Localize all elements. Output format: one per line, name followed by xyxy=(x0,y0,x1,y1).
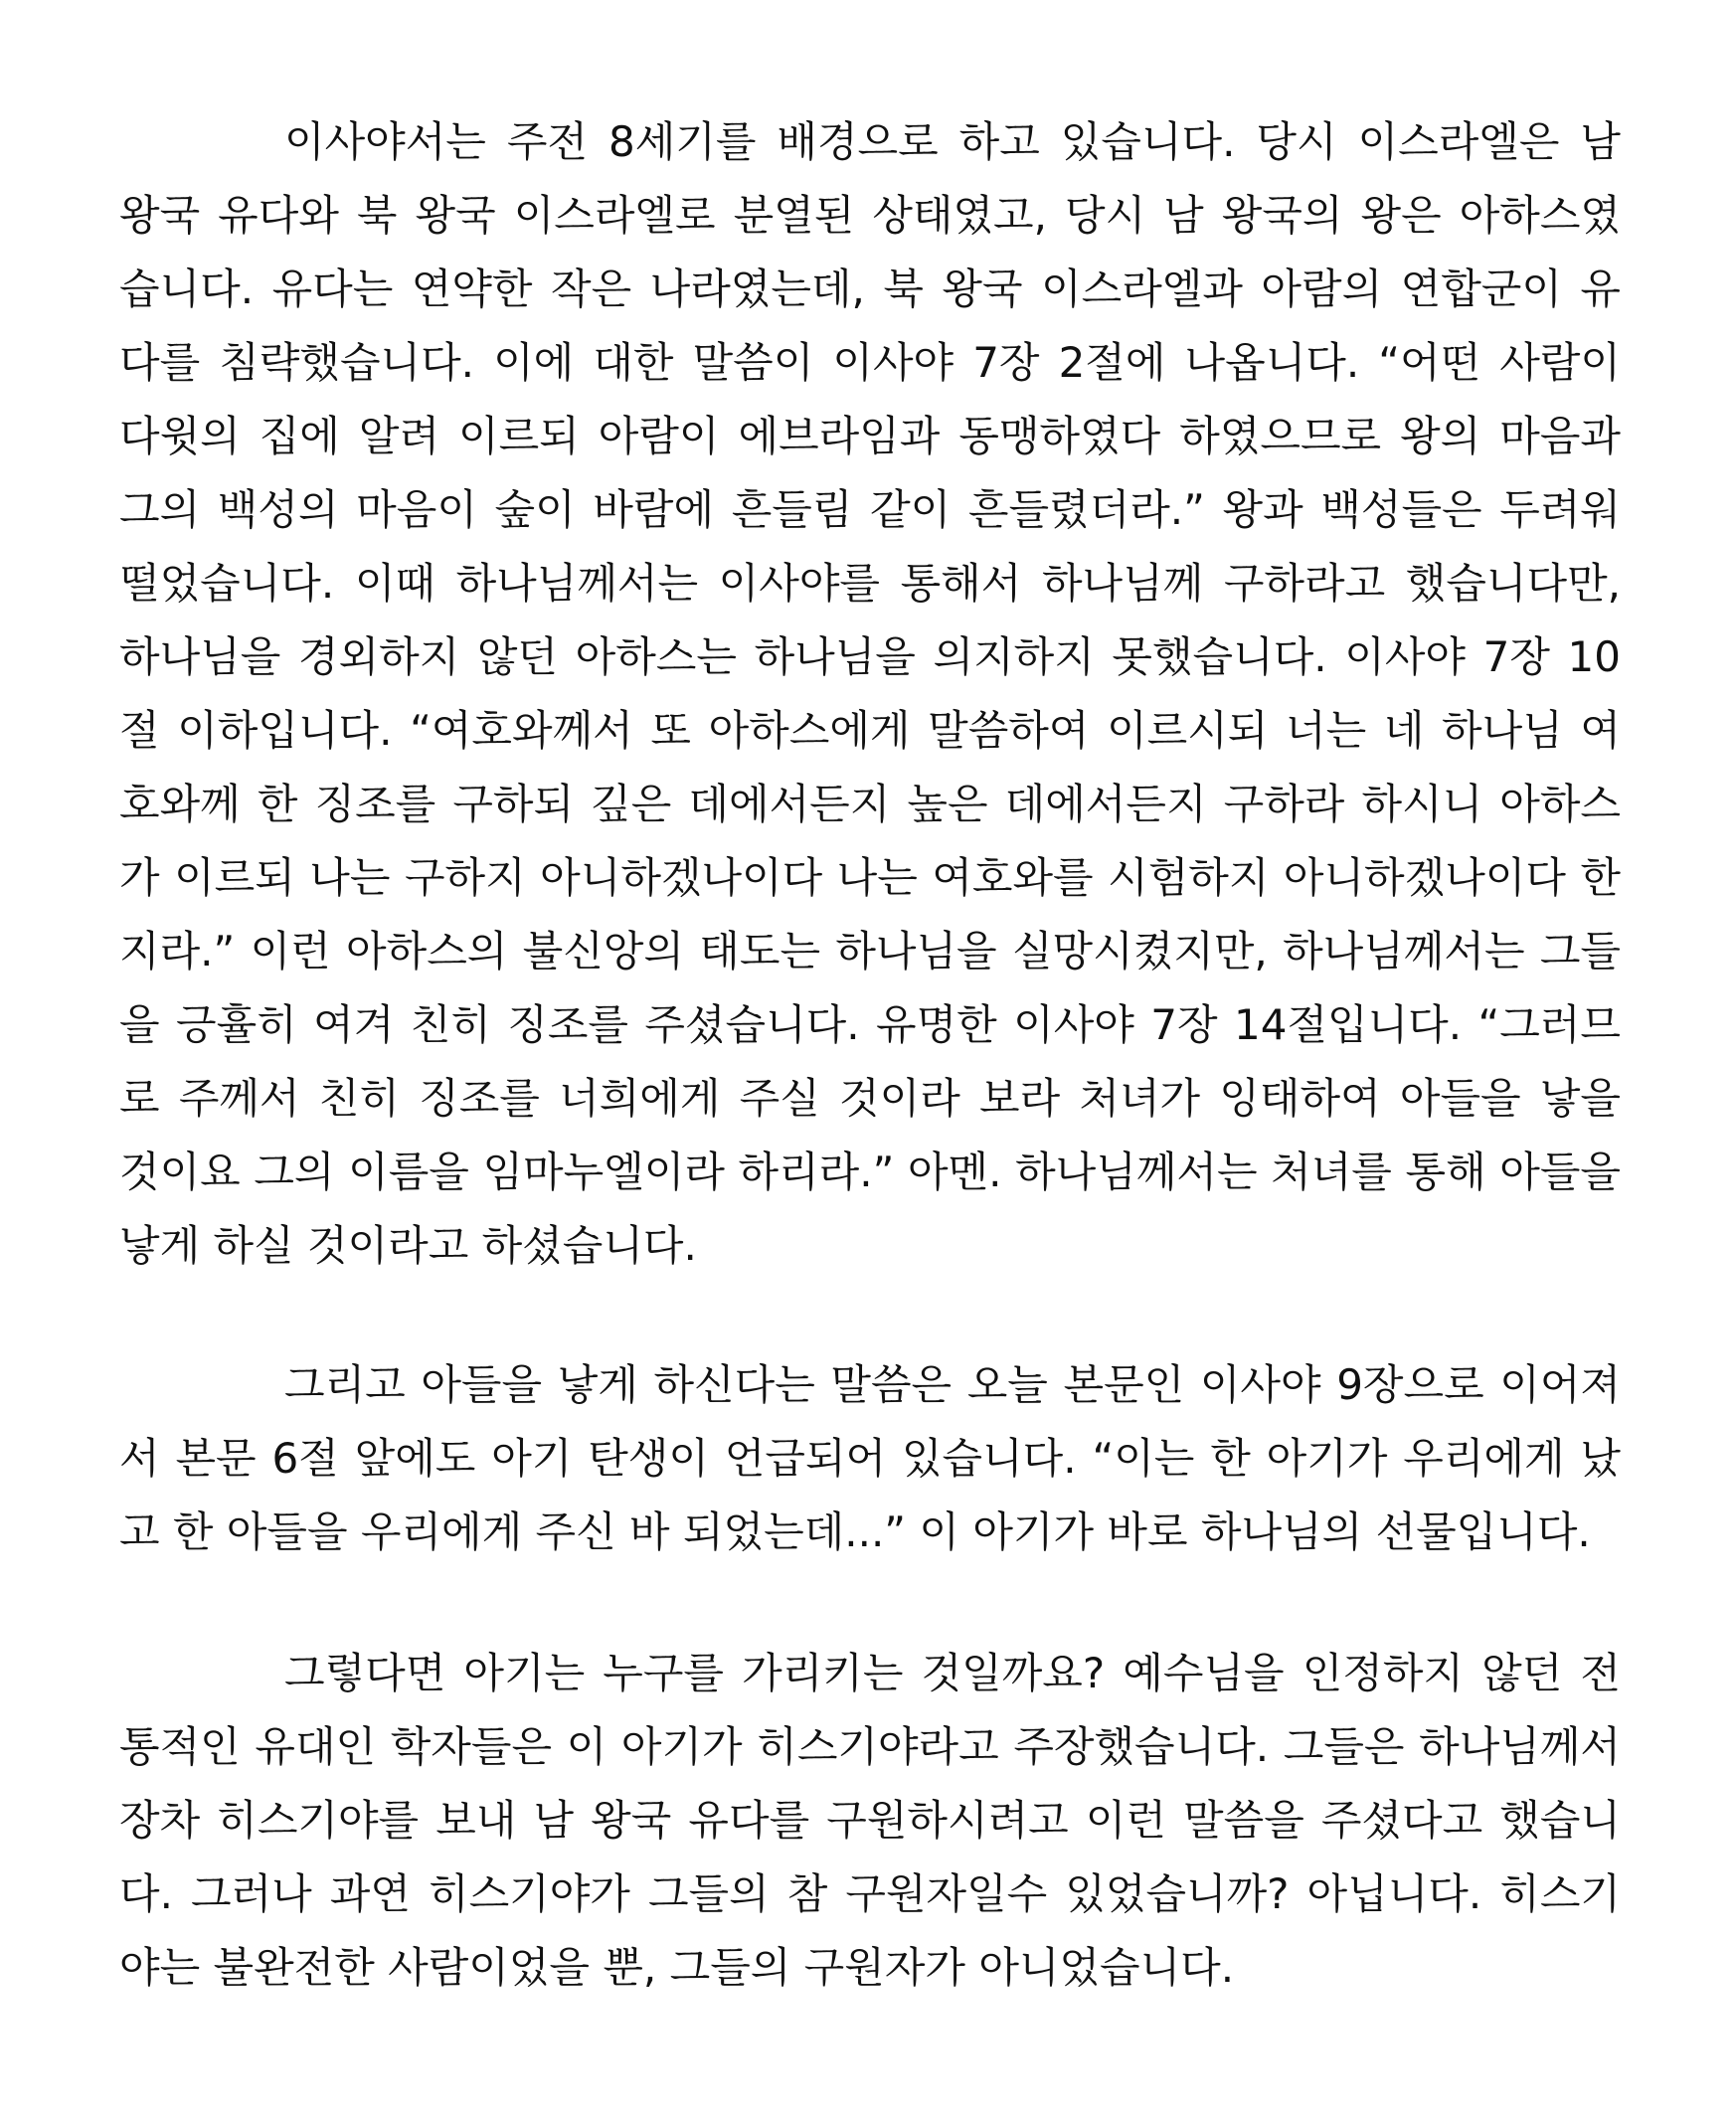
text-line: 야는 불완전한 사람이었을 뿐, 그들의 구원자가 아니었습니다. xyxy=(119,1943,1235,1992)
text-line: 로 주께서 친히 징조를 너희에게 주실 것이라 보라 처녀가 잉태하여 아들을 낳을 xyxy=(119,1074,1621,1123)
text-line: 이사야서는 주전 8세기를 배경으로 하고 있습니다. 당시 이스라엘은 남 xyxy=(284,117,1621,166)
paragraph-3 xyxy=(119,1637,1621,2005)
paragraph-1 xyxy=(119,105,1621,1283)
text-line: 장차 히스기야를 보내 남 왕국 유다를 구원하시려고 이런 말씀을 주셨다고 했습니 xyxy=(119,1796,1621,1845)
text-line: 낳게 하실 것이라고 하셨습니다. xyxy=(119,1221,697,1270)
text-line: 을 긍휼히 여겨 친히 징조를 주셨습니다. 유명한 이사야 7장 14절입니다. “그러므 xyxy=(119,1000,1621,1049)
text-line: 그리고 아들을 낳게 하신다는 말씀은 오늘 본문인 이사야 9장으로 이어져 xyxy=(284,1360,1621,1409)
text-line: 왕국 유다와 북 왕국 이스라엘로 분열된 상태였고, 당시 남 왕국의 왕은 아하스였 xyxy=(119,191,1621,240)
text-line: 고 한 아들을 우리에게 주신 바 되었는데...” 이 아기가 바로 하나님의 선물입니다. xyxy=(119,1507,1591,1556)
text-line: 것이요 그의 이름을 임마누엘이라 하리라.” 아멘. 하나님께서는 처녀를 통해 아들을 xyxy=(119,1148,1621,1196)
paragraph-2 xyxy=(119,1348,1621,1569)
text-line: 그렇다면 아기는 누구를 가리키는 것일까요? 예수님을 인정하지 않던 전 xyxy=(284,1649,1621,1697)
text-line: 다. 그러나 과연 히스기야가 그들의 참 구원자일수 있었습니까? 아닙니다. 히스기 xyxy=(119,1869,1621,1918)
text-line: 가 이르되 나는 구하지 아니하겠나이다 나는 여호와를 시험하지 아니하겠나이다 한 xyxy=(119,853,1621,902)
text-line: 하나님을 경외하지 않던 아하스는 하나님을 의지하지 못했습니다. 이사야 7장 10 xyxy=(119,632,1621,681)
text-line: 다윗의 집에 알려 이르되 아람이 에브라임과 동맹하였다 하였으므로 왕의 마음과 xyxy=(119,412,1621,460)
text-line: 다를 침략했습니다. 이에 대한 말씀이 이사야 7장 2절에 나옵니다. “어떤 사람이 xyxy=(119,338,1621,387)
text-line: 서 본문 6절 앞에도 아기 탄생이 언급되어 있습니다. “이는 한 아기가 우리에게 났 xyxy=(119,1434,1621,1483)
text-line: 지라.” 이런 아하스의 불신앙의 태도는 하나님을 실망시켰지만, 하나님께서는 그들 xyxy=(119,927,1621,975)
text-line: 통적인 유대인 학자들은 이 아기가 히스기야라고 주장했습니다. 그들은 하나님께서 xyxy=(119,1722,1621,1771)
text-line: 호와께 한 징조를 구하되 깊은 데에서든지 높은 데에서든지 구하라 하시니 아하스 xyxy=(119,780,1621,828)
text-line: 절 이하입니다. “여호와께서 또 아하스에게 말씀하여 이르시되 너는 네 하나님 여 xyxy=(119,706,1621,755)
text-line: 그의 백성의 마음이 숲이 바람에 흔들림 같이 흔들렸더라.” 왕과 백성들은 두려워 xyxy=(119,485,1621,534)
text-line: 습니다. 유다는 연약한 작은 나라였는데, 북 왕국 이스라엘과 아람의 연합군이 유 xyxy=(119,265,1621,313)
text-line: 떨었습니다. 이때 하나님께서는 이사야를 통해서 하나님께 구하라고 했습니다만, xyxy=(119,559,1621,608)
